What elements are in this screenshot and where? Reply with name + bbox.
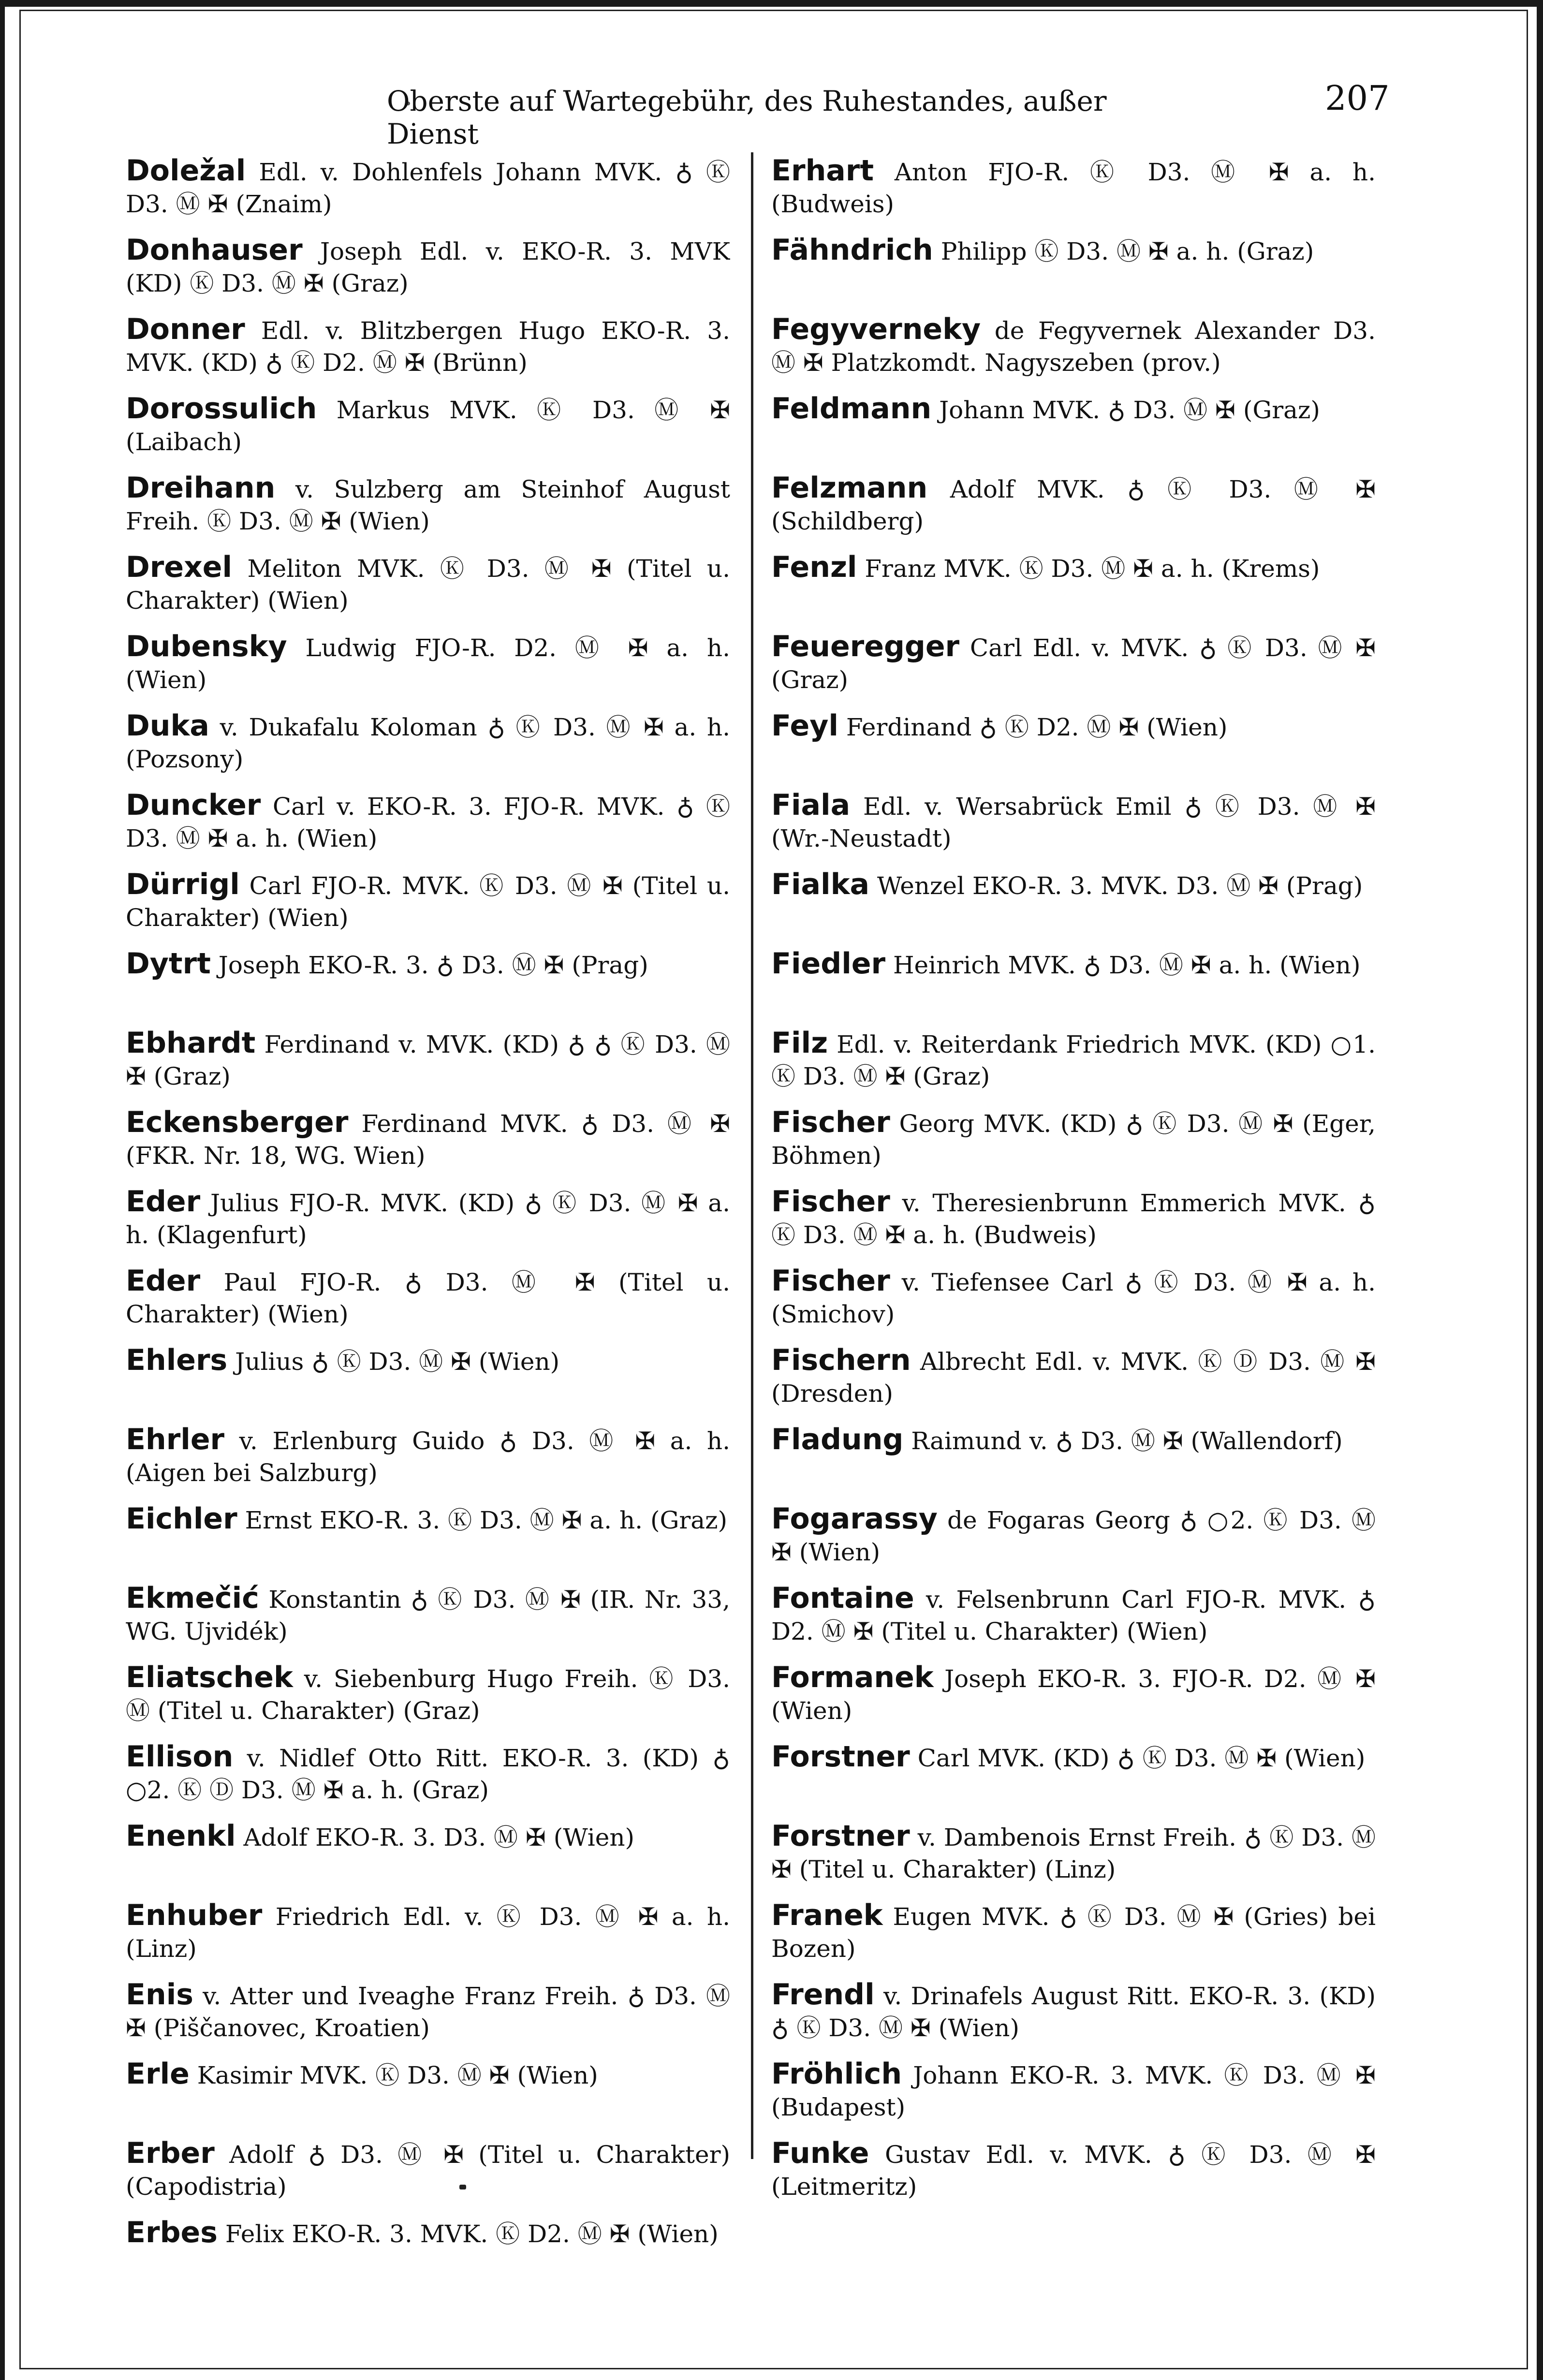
- ink-speck: [459, 2185, 466, 2189]
- entry-details: Albrecht Edl. v. MVK. Ⓚ Ⓓ D3. Ⓜ ✠ (Dresden): [771, 1348, 1376, 1408]
- entry-details: Ludwig FJO-R. D2. Ⓜ ✠ a. h. (Wien): [126, 634, 730, 694]
- directory-entry: [126, 313, 730, 393]
- entry-details: v. Siebenburg Hugo Freih. Ⓚ D3. Ⓜ (Titel u. Charakter) (Graz): [126, 1665, 730, 1725]
- entry-details: Carl Edl. v. MVK. ♁ Ⓚ D3. Ⓜ ✠ (Graz): [771, 634, 1376, 694]
- entry-details: Adolf ♁ D3. Ⓜ ✠ (Titel u. Charakter) (Capodistria): [126, 2141, 730, 2201]
- directory-entry: [126, 948, 730, 1027]
- entry-surname: Filz: [771, 1027, 828, 1060]
- entry-details: Edl. v. Reiterdank Friedrich MVK. (KD) ○1. Ⓚ D3. Ⓜ ✠ (Graz): [771, 1030, 1376, 1090]
- entry-details: Ferdinand ♁ Ⓚ D2. Ⓜ ✠ (Wien): [846, 713, 1228, 741]
- entry-details: Julius FJO-R. MVK. (KD) ♁ Ⓚ D3. Ⓜ ✠ a. h. (Klagenfurt): [126, 1189, 730, 1249]
- entry-surname: Duncker: [126, 789, 261, 822]
- page-number: 207: [1325, 78, 1390, 118]
- directory-entry: [771, 2137, 1376, 2217]
- entry-details: Markus MVK. Ⓚ D3. Ⓜ ✠ (Laibach): [126, 396, 730, 456]
- entry-surname: Dubensky: [126, 631, 287, 663]
- entry-details: Carl FJO-R. MVK. Ⓚ D3. Ⓜ ✠ (Titel u. Charakter) (Wien): [126, 872, 730, 932]
- entry-details: Kasimir MVK. Ⓚ D3. Ⓜ ✠ (Wien): [197, 2061, 598, 2089]
- entry-details: Franz MVK. Ⓚ D3. Ⓜ ✠ a. h. (Krems): [865, 555, 1320, 583]
- directory-entry: [126, 631, 730, 710]
- left-column: [126, 155, 730, 2296]
- entry-surname: Ebhardt: [126, 1027, 256, 1060]
- entry-details: Adolf MVK. ♁ Ⓚ D3. Ⓜ ✠ (Schildberg): [771, 475, 1376, 535]
- entry-surname: Eliatschek: [126, 1661, 293, 1694]
- entry-details: Joseph Edl. v. EKO-R. 3. MVK (KD) Ⓚ D3. Ⓜ ✠ (Graz): [126, 237, 730, 297]
- directory-entry: [771, 1582, 1376, 1661]
- directory-entry: [771, 868, 1376, 948]
- entry-details: Meliton MVK. Ⓚ D3. Ⓜ ✠ (Titel u. Charakter) (Wien): [126, 555, 730, 615]
- entry-surname: Dürrigl: [126, 868, 240, 901]
- directory-entry: [126, 2137, 730, 2217]
- entry-surname: Fiala: [771, 789, 851, 822]
- directory-entry: [771, 948, 1376, 1027]
- entry-surname: Fontaine: [771, 1582, 914, 1615]
- entry-surname: Fischer: [771, 1265, 890, 1298]
- entry-details: Joseph EKO-R. 3. ♁ D3. Ⓜ ✠ (Prag): [218, 951, 648, 979]
- directory-entry: [771, 789, 1376, 868]
- entry-details: Eugen MVK. ♁ Ⓚ D3. Ⓜ ✠ (Gries) bei Bozen): [771, 1903, 1376, 1963]
- entry-details: v. Dukafalu Koloman ♁ Ⓚ D3. Ⓜ ✠ a. h. (Pozsony): [126, 713, 730, 773]
- entry-surname: Ekmečić: [126, 1582, 259, 1615]
- entry-surname: Enis: [126, 1979, 193, 2012]
- directory-entry: [126, 1582, 730, 1661]
- entry-surname: Dytrt: [126, 948, 211, 981]
- entry-details: Adolf EKO-R. 3. D3. Ⓜ ✠ (Wien): [243, 1823, 635, 1851]
- directory-entry: [126, 1265, 730, 1344]
- entry-details: v. Nidlef Otto Ritt. EKO-R. 3. (KD) ♁ ○2. Ⓚ Ⓓ D3. Ⓜ ✠ a. h. (Graz): [126, 1744, 730, 1804]
- directory-entry: [126, 1027, 730, 1106]
- directory-entry: [771, 155, 1376, 234]
- directory-entry: [126, 789, 730, 868]
- entry-surname: Fogarassy: [771, 1503, 938, 1536]
- directory-entry: [771, 551, 1376, 631]
- entry-surname: Ehrler: [126, 1424, 225, 1456]
- entry-details: Edl. v. Wersabrück Emil ♁ Ⓚ D3. Ⓜ ✠ (Wr.-Neustadt): [771, 793, 1376, 852]
- directory-entry: [126, 710, 730, 789]
- directory-entry: [771, 1661, 1376, 1741]
- entry-surname: Eder: [126, 1265, 201, 1298]
- entry-surname: Drexel: [126, 551, 233, 584]
- entry-details: Joseph EKO-R. 3. FJO-R. D2. Ⓜ ✠ (Wien): [771, 1665, 1376, 1725]
- entry-details: v. Theresienbrunn Emmerich MVK. ♁ Ⓚ D3. Ⓜ ✠ a. h. (Budweis): [771, 1189, 1376, 1249]
- entry-details: Raimund v. ♁ D3. Ⓜ ✠ (Wallendorf): [911, 1427, 1343, 1455]
- entry-surname: Erhart: [771, 155, 874, 188]
- entry-surname: Eckensberger: [126, 1106, 349, 1139]
- directory-entry: [126, 1106, 730, 1186]
- entry-surname: Feueregger: [771, 631, 960, 663]
- entry-details: v. Felsenbrunn Carl FJO-R. MVK. ♁ D2. Ⓜ ✠ (Titel u. Charakter) (Wien): [771, 1586, 1376, 1645]
- directory-entry: [126, 2058, 730, 2137]
- entry-details: v. Sulzberg am Steinhof August Freih. Ⓚ D3. Ⓜ ✠ (Wien): [126, 475, 730, 535]
- directory-entry: [126, 393, 730, 472]
- entry-details: de Fogaras Georg ♁ ○2. Ⓚ D3. Ⓜ ✠ (Wien): [771, 1506, 1376, 1566]
- entry-surname: Fröhlich: [771, 2058, 902, 2091]
- entry-surname: Doležal: [126, 155, 246, 188]
- entry-details: Friedrich Edl. v. Ⓚ D3. Ⓜ ✠ a. h. (Linz): [126, 1903, 730, 1963]
- entry-surname: Fenzl: [771, 551, 857, 584]
- entry-details: v. Tiefensee Carl ♁ Ⓚ D3. Ⓜ ✠ a. h. (Smichov): [771, 1268, 1376, 1328]
- entry-surname: Eder: [126, 1186, 201, 1219]
- entry-details: Carl MVK. (KD) ♁ Ⓚ D3. Ⓜ ✠ (Wien): [917, 1744, 1366, 1772]
- directory-entry: [771, 1344, 1376, 1424]
- entry-details: Anton FJO-R. Ⓚ D3. Ⓜ ✠ a. h. (Budweis): [771, 158, 1376, 218]
- directory-entry: [771, 1265, 1376, 1344]
- entry-details: Georg MVK. (KD) ♁ Ⓚ D3. Ⓜ ✠ (Eger, Böhmen): [771, 1110, 1376, 1170]
- entry-details: v. Erlenburg Guido ♁ D3. Ⓜ ✠ a. h. (Aigen bei Salzburg): [126, 1427, 730, 1487]
- entry-surname: Frendl: [771, 1979, 875, 2012]
- directory-entry: [126, 234, 730, 313]
- entry-surname: Enhuber: [126, 1899, 263, 1932]
- entry-surname: Enenkl: [126, 1820, 236, 1853]
- directory-entry: [771, 1899, 1376, 1979]
- entry-surname: Forstner: [771, 1820, 910, 1853]
- directory-entry: [126, 1344, 730, 1424]
- directory-entry: [771, 1106, 1376, 1186]
- directory-entry: [126, 155, 730, 234]
- directory-entry: [126, 868, 730, 948]
- entry-details: Paul FJO-R. ♁ D3. Ⓜ ✠ (Titel u. Charakter) (Wien): [126, 1268, 730, 1328]
- directory-entry: [126, 1186, 730, 1265]
- entry-details: Ernst EKO-R. 3. Ⓚ D3. Ⓜ ✠ a. h. (Graz): [245, 1506, 727, 1534]
- entry-surname: Erbes: [126, 2217, 218, 2249]
- entry-details: Johann EKO-R. 3. MVK. Ⓚ D3. Ⓜ ✠ (Budapest): [771, 2061, 1376, 2121]
- entry-details: Ferdinand v. MVK. (KD) ♁ ♁ Ⓚ D3. Ⓜ ✠ (Graz): [126, 1030, 730, 1090]
- entry-details: Wenzel EKO-R. 3. MVK. D3. Ⓜ ✠ (Prag): [877, 872, 1363, 900]
- entry-surname: Duka: [126, 710, 209, 743]
- entry-surname: Ehlers: [126, 1344, 228, 1377]
- entry-surname: Funke: [771, 2137, 869, 2170]
- entry-surname: Fegyverneky: [771, 313, 981, 346]
- directory-entry: [126, 2217, 730, 2296]
- entry-details: Edl. v. Dohlenfels Johann MVK. ♁ Ⓚ D3. Ⓜ ✠ (Znaim): [126, 158, 730, 218]
- entry-surname: Feyl: [771, 710, 838, 743]
- entry-surname: Donhauser: [126, 234, 303, 267]
- entry-surname: Feldmann: [771, 393, 932, 426]
- directory-entry: [126, 1503, 730, 1582]
- entry-surname: Fialka: [771, 868, 869, 901]
- entry-surname: Eichler: [126, 1503, 237, 1536]
- entry-surname: Fladung: [771, 1424, 904, 1456]
- entry-details: Carl v. EKO-R. 3. FJO-R. MVK. ♁ Ⓚ D3. Ⓜ ✠ a. h. (Wien): [126, 793, 730, 852]
- entry-details: Philipp Ⓚ D3. Ⓜ ✠ a. h. (Graz): [940, 237, 1314, 265]
- entry-details: Edl. v. Blitzbergen Hugo EKO-R. 3. MVK. (KD) ♁ Ⓚ D2. Ⓜ ✠ (Brünn): [126, 317, 730, 377]
- directory-entry: [126, 1741, 730, 1820]
- entry-surname: Dorossulich: [126, 393, 317, 426]
- scan-edge-top: [0, 0, 1543, 7]
- entry-details: v. Dambenois Ernst Freih. ♁ Ⓚ D3. Ⓜ ✠ (Titel u. Charakter) (Linz): [771, 1823, 1376, 1883]
- entry-surname: Ellison: [126, 1741, 234, 1774]
- column-divider: [751, 152, 753, 2159]
- entry-surname: Fischern: [771, 1344, 911, 1377]
- directory-entry: [771, 710, 1376, 789]
- scan-edge-right: [1537, 0, 1543, 2380]
- entry-surname: Erber: [126, 2137, 215, 2170]
- entry-surname: Dreihann: [126, 472, 276, 505]
- directory-entry: [771, 472, 1376, 551]
- entry-details: Johann MVK. ♁ D3. Ⓜ ✠ (Graz): [939, 396, 1320, 424]
- entry-surname: Fähndrich: [771, 234, 933, 267]
- directory-entry: [771, 631, 1376, 710]
- directory-entry: [771, 1424, 1376, 1503]
- entry-details: v. Drinafels August Ritt. EKO-R. 3. (KD) ♁ Ⓚ D3. Ⓜ ✠ (Wien): [771, 1982, 1376, 2042]
- directory-entry: [771, 1027, 1376, 1106]
- directory-entry: [126, 1979, 730, 2058]
- scan-edge-left: [0, 0, 5, 2380]
- directory-entry: [126, 1424, 730, 1503]
- page-header: Oberste auf Wartegebühr, des Ruhestandes, außer Dienst: [387, 85, 1107, 150]
- directory-entry: [771, 1503, 1376, 1582]
- entry-surname: Fiedler: [771, 948, 886, 981]
- directory-entry: [771, 1979, 1376, 2058]
- directory-entry: [771, 2058, 1376, 2137]
- entry-details: Konstantin ♁ Ⓚ D3. Ⓜ ✠ (IR. Nr. 33, WG. Ujvidék): [126, 1586, 730, 1645]
- entry-surname: Franek: [771, 1899, 883, 1932]
- directory-entry: [771, 393, 1376, 472]
- entry-details: Julius ♁ Ⓚ D3. Ⓜ ✠ (Wien): [235, 1348, 560, 1376]
- directory-entry: [771, 1186, 1376, 1265]
- entry-surname: Forstner: [771, 1741, 910, 1774]
- entry-surname: Fischer: [771, 1106, 890, 1139]
- entry-details: Ferdinand MVK. ♁ D3. Ⓜ ✠ (FKR. Nr. 18, WG. Wien): [126, 1110, 730, 1170]
- entry-surname: Fischer: [771, 1186, 890, 1219]
- directory-entry: [771, 313, 1376, 393]
- directory-entry: [771, 234, 1376, 313]
- directory-entry: [126, 1661, 730, 1741]
- entry-details: Felix EKO-R. 3. MVK. Ⓚ D2. Ⓜ ✠ (Wien): [225, 2220, 719, 2248]
- entry-surname: Donner: [126, 313, 245, 346]
- entry-details: Heinrich MVK. ♁ D3. Ⓜ ✠ a. h. (Wien): [893, 951, 1361, 979]
- directory-entry: [126, 1820, 730, 1899]
- entry-surname: Felzmann: [771, 472, 928, 505]
- entry-surname: Formanek: [771, 1661, 934, 1694]
- directory-entry: [126, 1899, 730, 1979]
- directory-entry: [126, 472, 730, 551]
- directory-entry: [126, 551, 730, 631]
- entry-details: de Fegyvernek Alexander D3. Ⓜ ✠ Platzkomdt. Nagyszeben (prov.): [771, 317, 1376, 377]
- right-column: [771, 155, 1376, 2217]
- directory-entry: [771, 1820, 1376, 1899]
- directory-entry: [771, 1741, 1376, 1820]
- entry-details: Gustav Edl. v. MVK. ♁ Ⓚ D3. Ⓜ ✠ (Leitmeritz): [771, 2141, 1376, 2201]
- entry-surname: Erle: [126, 2058, 190, 2091]
- entry-details: v. Atter und Iveaghe Franz Freih. ♁ D3. Ⓜ ✠ (Piščanovec, Kroatien): [126, 1982, 730, 2042]
